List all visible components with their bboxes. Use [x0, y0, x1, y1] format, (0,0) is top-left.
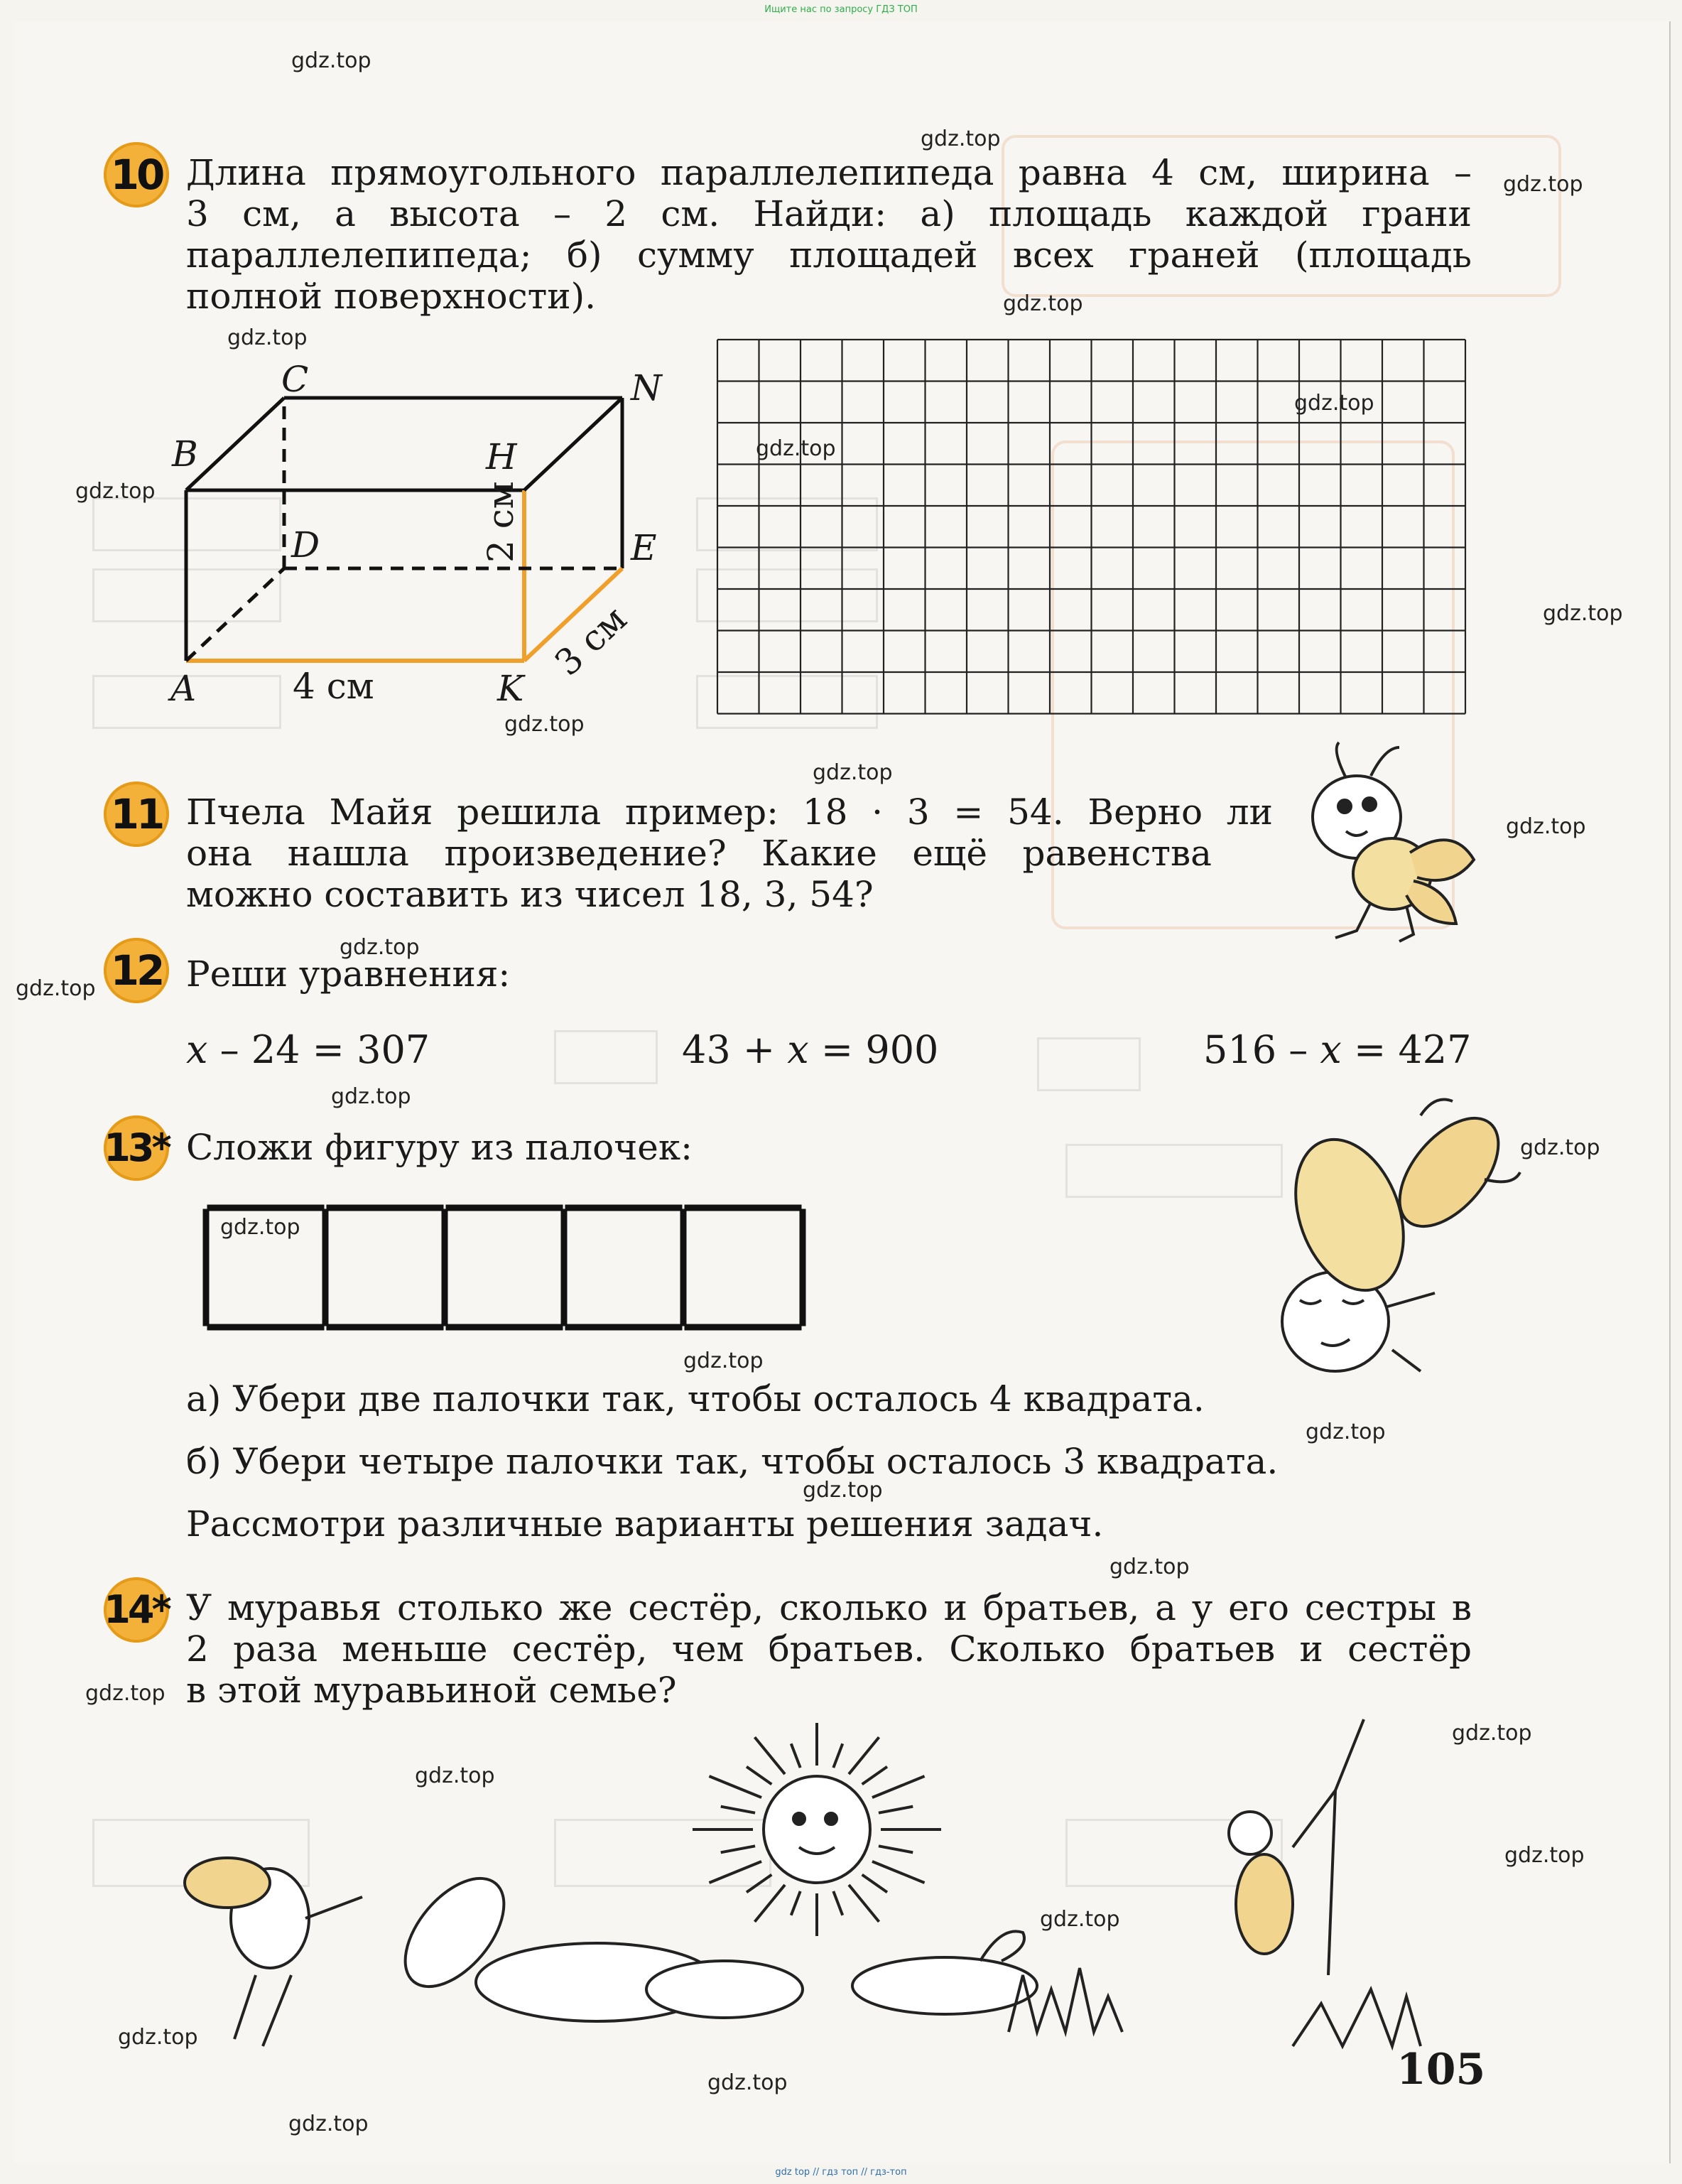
width-label: 3 см [547, 598, 635, 684]
watermark: gdz.top [288, 2112, 369, 2136]
watermark: gdz.top [504, 712, 585, 737]
task-14-number: 14* [104, 1577, 169, 1643]
top-banner: Ищите нас по запросу ГДЗ ТОП [764, 4, 918, 15]
equation-2: 43 + x = 900 [682, 1027, 939, 1072]
task-11-line-1: Пчела Майя решила пример: 18 · 3 = 54. Верно ли [186, 791, 1273, 833]
watermark: gdz.top [1452, 1721, 1532, 1746]
watermark: gdz.top [16, 976, 96, 1001]
watermark: gdz.top [340, 935, 420, 960]
watermark: gdz.top [1543, 601, 1623, 626]
watermark: gdz.top [415, 1763, 495, 1788]
watermark: gdz.top [85, 1681, 166, 1706]
task-10-line-1: Длина прямоугольного параллелепипеда равна 4 см, ширина – [186, 152, 1472, 193]
equation-1: x – 24 = 307 [186, 1027, 430, 1072]
task-14-line-1: У муравья столько же сестёр, сколько и братьев, а у его сестры в [186, 1587, 1472, 1628]
page-number: 105 [1396, 2045, 1486, 2094]
watermark: gdz.top [75, 479, 156, 504]
task-13-intro: Сложи фигуру из палочек: [186, 1127, 693, 1168]
height-label: 2 см [480, 481, 521, 563]
task-11-number: 11 [104, 782, 169, 847]
vertex-d-label: D [291, 524, 320, 566]
task-13-part-b: б) Убери четыре палочки так, чтобы осталось 3 квадрата. [186, 1441, 1279, 1482]
watermark: gdz.top [1504, 1843, 1585, 1868]
watermark: gdz.top [118, 2025, 198, 2050]
watermark: gdz.top [1109, 1555, 1190, 1579]
task-14-line-2: 2 раза меньше сестёр, чем братьев. Сколько братьев и сестёр [186, 1628, 1472, 1670]
watermark: gdz.top [331, 1084, 411, 1109]
task-10-line-4: полной поверхности). [186, 276, 597, 317]
task-14-line-3: в этой муравьиной семье? [186, 1670, 677, 1711]
watermark: gdz.top [1294, 391, 1374, 416]
vertex-b-label: B [172, 433, 198, 475]
task-13-part-a: а) Убери две палочки так, чтобы осталось 4 квадрата. [186, 1378, 1205, 1420]
bottom-banner: gdz top // гдз топ // гдз-топ [775, 2167, 907, 2178]
task-13-note: Рассмотри различные варианты решения задач. [186, 1503, 1104, 1545]
watermark: gdz.top [1040, 1907, 1120, 1932]
watermark: gdz.top [1506, 814, 1586, 839]
task-10-number: 10 [104, 142, 169, 207]
watermark: gdz.top [921, 126, 1001, 151]
watermark: gdz.top [220, 1215, 300, 1240]
watermark: gdz.top [756, 436, 836, 461]
equation-3: 516 – x = 427 [1203, 1027, 1472, 1072]
vertex-c-label: C [281, 359, 309, 400]
vertex-a-label: A [170, 668, 197, 709]
watermark: gdz.top [683, 1348, 764, 1373]
vertex-n-label: N [631, 367, 662, 409]
watermark: gdz.top [707, 2070, 788, 2095]
length-label: 4 см [293, 666, 374, 707]
task-12-intro: Реши уравнения: [186, 953, 511, 995]
watermark: gdz.top [1003, 291, 1083, 316]
task-11-line-3: можно составить из чисел 18, 3, 54? [186, 874, 874, 915]
watermark: gdz.top [1306, 1420, 1386, 1444]
task-10-line-2: 3 см, а высота – 2 см. Найди: а) площадь каждой грани [186, 193, 1472, 234]
watermark: gdz.top [803, 1478, 883, 1503]
task-13-number: 13* [104, 1115, 169, 1181]
task-11-line-2: она нашла произведение? Какие ещё равенства [186, 833, 1212, 874]
watermark: gdz.top [227, 325, 308, 350]
watermark: gdz.top [1520, 1135, 1600, 1160]
watermark: gdz.top [291, 48, 371, 73]
task-12-number: 12 [104, 938, 169, 1003]
vertex-h-label: H [486, 436, 517, 477]
task-10-line-3: параллелепипеда; б) сумму площадей всех граней (площадь [186, 234, 1472, 276]
vertex-e-label: E [631, 527, 657, 568]
watermark: gdz.top [813, 760, 893, 785]
watermark: gdz.top [1503, 172, 1583, 197]
vertex-k-label: K [497, 668, 524, 709]
